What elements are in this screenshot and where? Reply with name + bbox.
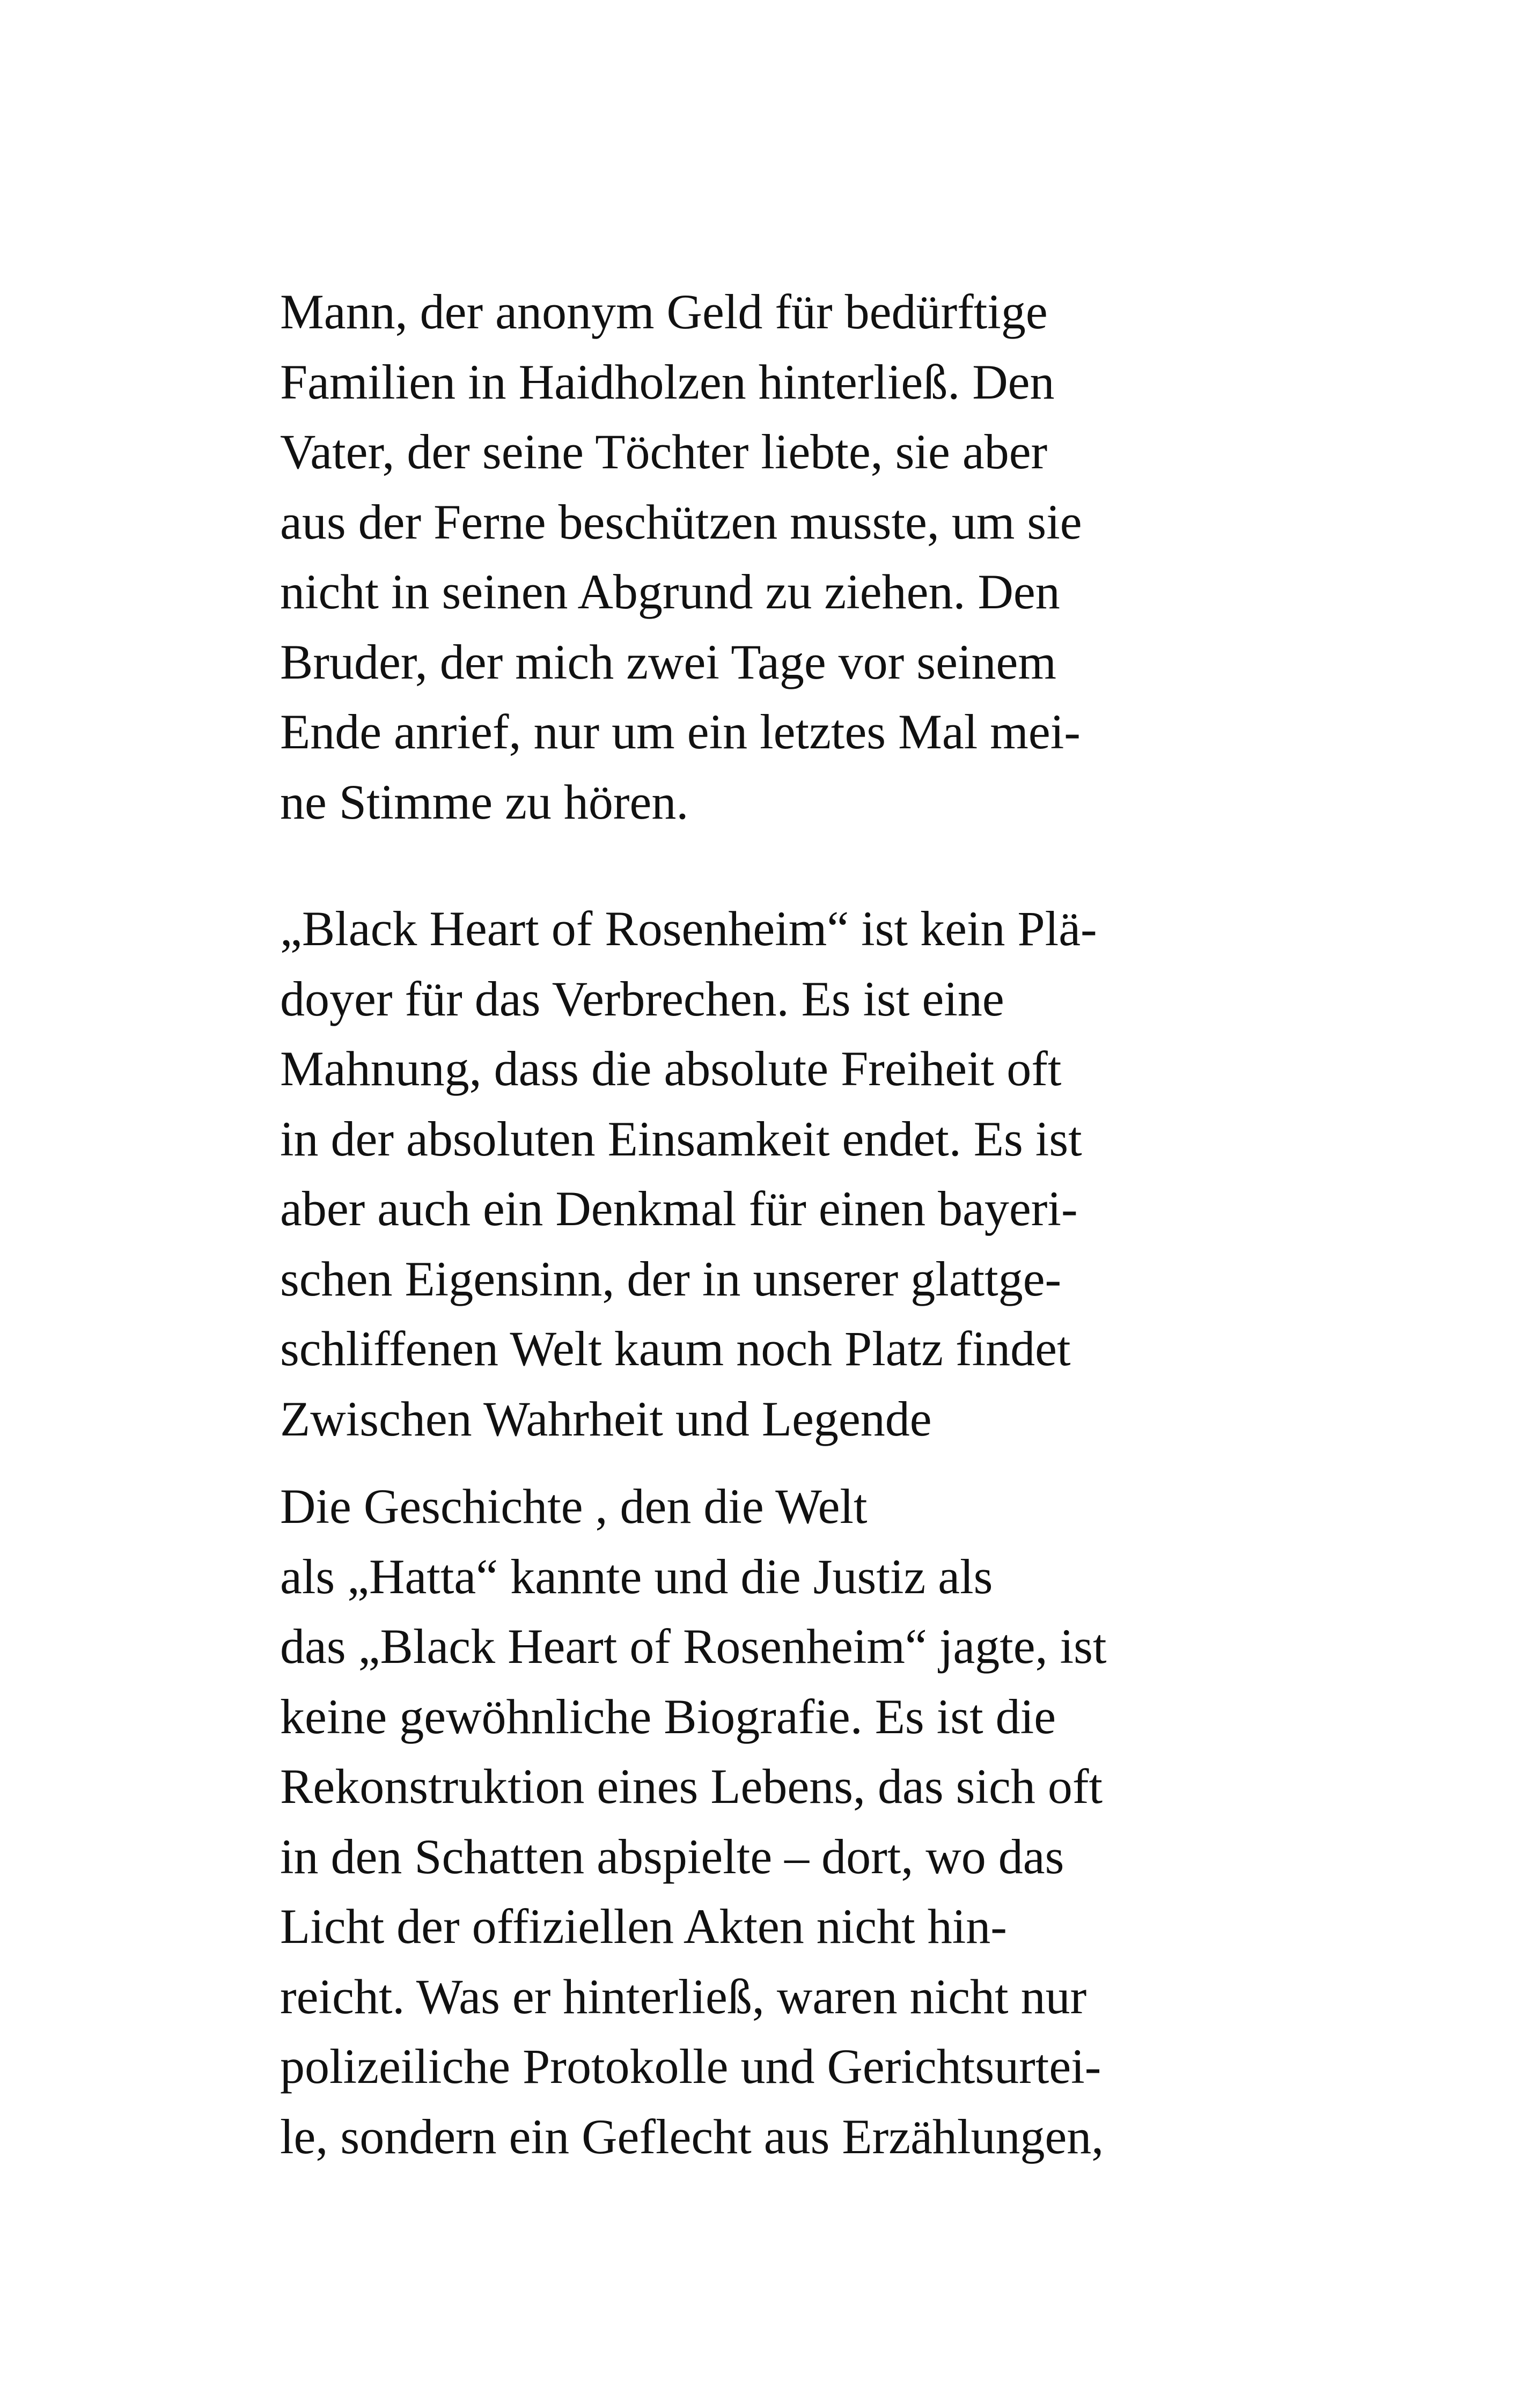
text-line: schen Eigensinn, der in unserer glattge- (280, 1251, 1062, 1306)
text-line: schliffenen Welt kaum noch Platz findet (280, 1321, 1071, 1376)
text-line: nicht in seinen Abgrund zu ziehen. Den (280, 564, 1060, 619)
text-line: Zwischen Wahrheit und Legende (280, 1391, 932, 1446)
text-line: Vater, der seine Töchter liebte, sie aber (280, 424, 1048, 479)
text-line: Rekonstruktion eines Lebens, das sich oft (280, 1759, 1103, 1814)
text-line: le, sondern ein Geflecht aus Erzählungen, (280, 2109, 1104, 2164)
text-line: keine gewöhnliche Biografie. Es ist die (280, 1689, 1056, 1744)
text-line: Mahnung, dass die absolute Freiheit oft (280, 1041, 1062, 1096)
text-line: reicht. Was er hinterließ, waren nicht nur (280, 1969, 1087, 2024)
text-line: Mann, der anonym Geld für bedürftige (280, 284, 1048, 339)
paragraph-2 (280, 894, 1097, 1454)
text-line: doyer für das Verbrechen. Es ist eine (280, 971, 1004, 1026)
text-line: ne Stimme zu hören. (280, 774, 689, 829)
text-line: Ende anrief, nur um ein letztes Mal mei- (280, 704, 1081, 759)
text-line: Die Geschichte , den die Welt (280, 1479, 868, 1534)
text-line: Licht der offiziellen Akten nicht hin- (280, 1899, 1007, 1954)
text-line: in den Schatten abspielte – dort, wo das (280, 1829, 1064, 1884)
text-line: Familien in Haidholzen hinterließ. Den (280, 354, 1055, 409)
text-line: Bruder, der mich zwei Tage vor seinem (280, 634, 1056, 689)
text-line: „Black Heart of Rosenheim“ ist kein Plä- (280, 901, 1097, 956)
text-line: aber auch ein Denkmal für einen bayeri- (280, 1181, 1078, 1236)
text-line: polizeiliche Protokolle und Gerichtsurtei- (280, 2039, 1101, 2094)
text-line: aus der Ferne beschützen musste, um sie (280, 494, 1082, 549)
text-line: das „Black Heart of Rosenheim“ jagte, ist (280, 1619, 1107, 1674)
text-line: in der absoluten Einsamkeit endet. Es ist (280, 1111, 1082, 1166)
text-line: als „Hatta“ kannte und die Justiz als (280, 1549, 993, 1604)
paragraph-3 (280, 1471, 1107, 2171)
paragraph-1 (280, 277, 1082, 837)
